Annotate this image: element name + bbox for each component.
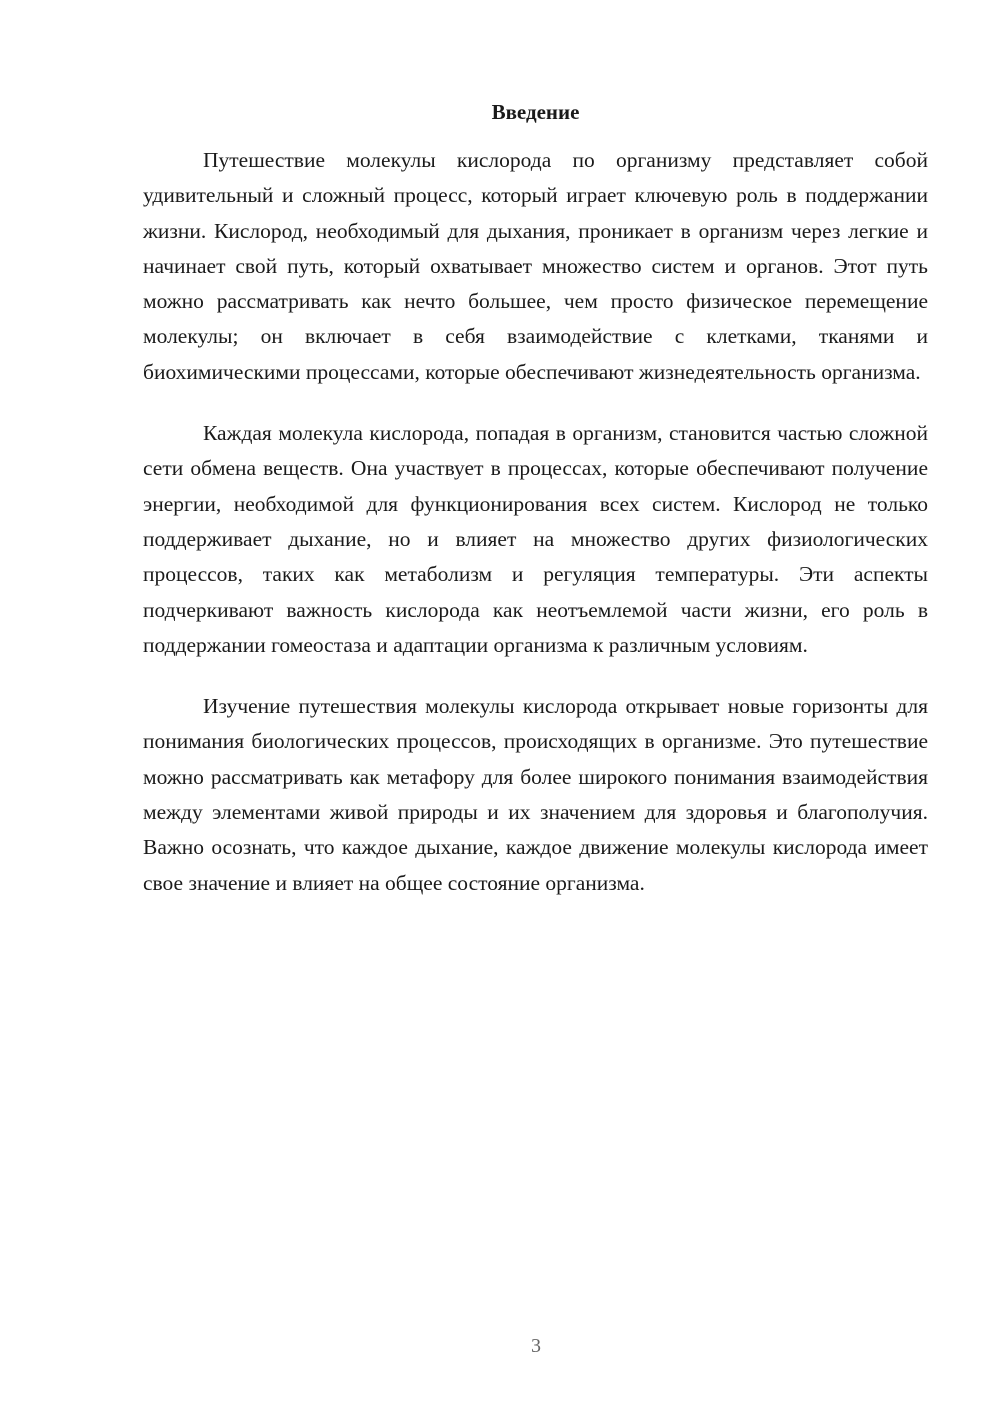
page-number: 3: [531, 1335, 541, 1357]
paragraph-3: Изучение путешествия молекулы кислорода открывает новые горизонты для понимания биологических процессов, происходящих в организме. Это путешествие можно рассматривать как метафору для более широкого понимания взаимодействия между элементами живой природы и их значением для здоровья и благополучия. Важно осознать, что каждое дыхание, каждое движение молекулы кислорода имеет свое значение и влияет на общее состояние организма.: [143, 694, 928, 895]
paragraph-1: Путешествие молекулы кислорода по организму представляет собой удивительный и сложный процесс, который играет ключевую роль в поддержании жизни. Кислород, необходимый для дыхания, проникает в организм через легкие и начинает свой путь, который охватывает множество систем и органов. Этот путь можно рассматривать как нечто большее, чем просто физическое перемещение молекулы; он включает в себя взаимодействие с клетками, тканями и биохимическими процессами, которые обеспечивают жизнедеятельность организма.: [143, 148, 928, 384]
section-title: Введение: [491, 100, 580, 124]
paragraph-2: Каждая молекула кислорода, попадая в организм, становится частью сложной сети обмена веществ. Она участвует в процессах, которые обеспечивают получение энергии, необходимой для функционирования всех систем. Кислород не только поддерживает дыхание, но и влияет на множество других физиологических процессов, таких как метаболизм и регуляция температуры. Эти аспекты подчеркивают важность кислорода как неотъемлемой части жизни, его роль в поддержании гомеостаза и адаптации организма к различным условиям.: [143, 421, 928, 657]
body-text: [143, 143, 928, 901]
